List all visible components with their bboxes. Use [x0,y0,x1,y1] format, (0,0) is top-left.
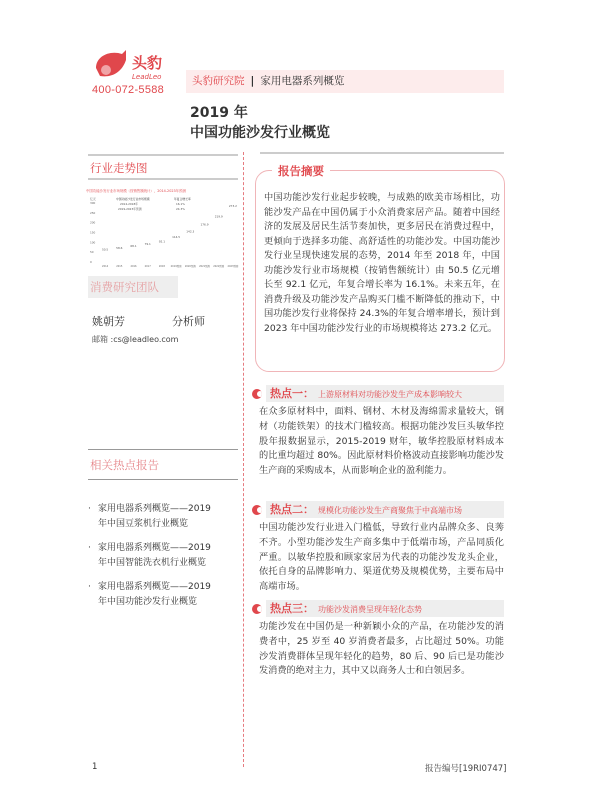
bar [129,249,138,262]
analyst-name: 姚朝芳 [92,315,125,328]
series-name: 家用电器系列概览 [260,75,345,87]
bar [158,244,167,262]
team-title: 消费研究团队 [88,276,178,298]
data-label: 92.1 [158,239,166,244]
summary-text: 中国功能沙发行业起步较晚，与成熟的欧美市场相比，功能沙发产品在中国仍属于小众消费家居产品。随着中国经济的发展及居民生活节奏加快，更多居民在消费过程中，更倾向于选择多功能、高舒适性的功能沙发。中国功能沙发行业呈现快速发展的态势，2014 年至 2018 年，中国功能沙发行业市场规模（按销售额统计）由 50.5 亿元增长至 92.1 亿元，年复合增长率为 16.1%。未来五年，在消费升级及功能沙发产品购买门槛不断降低的推动下，中国功能沙发行业将保持 24.3%的年复合增率增长，预计到 2023 年中国功能沙发行业的市场规模将达 273.2 亿元。 [264,192,500,334]
data-label: 58.6 [116,245,123,250]
related-line2: 年中国豆浆机行业概览 [98,519,189,529]
related-line2: 年中国智能洗衣机行业概览 [98,558,207,568]
legend-cagr-label: 年复合增长率 [174,197,191,201]
y-tick-label: 200 [90,220,96,225]
bar [214,219,223,262]
data-label: 114.5 [172,234,181,239]
divider [88,178,238,180]
bar [172,239,181,262]
bar [200,227,209,262]
data-label: 50.5 [101,247,109,252]
chart-title: 中国功能沙发行业市场规模（按销售额统计），2014-2023年预测 [86,189,186,193]
bar [186,234,195,262]
hotpoint-header [266,385,504,402]
hotpoint-text: 功能沙发在中国仍是一种新颖小众的产品，在功能沙发的消费者中，25 岁至 40 岁消费者最多，占比超过 50%。功能沙发消费群体呈现年轻化的趋势，80 后、90 后已是功能沙发消费的绝对主力，其中又以商务人士和白领居多。 [259,621,504,677]
data-label: 219.9 [214,214,223,219]
leadleo-logo [92,46,172,86]
data-label: 273.2 [228,203,237,208]
x-tick-label: 2017 [144,265,151,268]
related-line2: 年中国功能沙发行业概览 [98,597,198,607]
brand-en-text: LeadLeo [132,73,162,81]
data-label: 176.9 [200,222,209,227]
hotpoint-bullet-icon [252,505,262,515]
trend-title: 行业走势图 [90,161,148,175]
x-tick-label: 2018 [158,265,165,268]
related-line1: · 家用电器系列概览——2019 [98,543,211,553]
related-report-link[interactable] [88,502,238,532]
x-tick-label: 2022预测 [213,265,225,268]
legend-title: 中国功能沙发行业市场规模 [116,197,150,201]
y-tick-label: 0 [90,260,92,264]
related-title: 相关热点报告 [90,458,159,472]
hotpoint-header [266,501,504,518]
bar [101,252,110,262]
analyst-email[interactable]: 邮箱 :cs@leadleo.com [92,335,179,344]
bar [143,246,152,262]
hotpoint-label: 热点三： [270,602,314,615]
analyst-role: 分析师 [172,315,205,328]
hotpoint-header [266,600,504,617]
related-line1: · 家用电器系列概览——2019 [98,504,211,514]
x-tick-label: 2020预测 [184,265,196,268]
divider [88,479,238,480]
legend-rate1: 16.1% [176,202,185,206]
x-tick-label: 2015 [116,265,123,268]
hotpoint-bullet-icon [252,389,262,399]
x-tick-label: 2016 [130,265,137,268]
x-tick-label: 2021预测 [199,265,210,268]
hotpoint-headline: 功能沙发消费呈现年轻化态势 [318,605,422,614]
y-axis-label: 亿元 [90,197,97,201]
divider [88,449,238,450]
header-bar [186,70,504,93]
related-line1: · 家用电器系列概览——2019 [98,582,211,592]
page-number: 1 [92,762,98,772]
report-number: 报告编号[19RI0747] [425,764,507,774]
legend-period1: 2014-2018年 [120,202,139,206]
related-report-link[interactable] [88,541,238,571]
hotpoint-label: 热点二： [270,503,314,516]
y-tick-label: 50 [90,250,94,255]
report-year: 2019 年 [190,105,248,121]
y-tick-label: 150 [90,230,96,235]
divider [88,154,238,156]
data-label: 79.1 [144,241,151,246]
separator: | [250,75,255,87]
phone-number: 400-072-5588 [92,84,165,96]
hotpoint-text: 中国功能沙发行业进入门槛低，导致行业内品牌众多、良莠不齐。小型功能沙发生产商多集中于低端市场，产品同质化严重。以敏华控股和顾家家居为代表的功能沙发龙头企业，依托自身的品牌影响力、渠道优势及规模优势，主要布局中高端市场。 [259,522,504,593]
analyst-info [92,313,232,329]
legend-rate2: 24.3% [176,207,185,211]
x-tick-label: 2023预测 [227,265,239,268]
hotpoint-label: 热点一： [270,387,314,400]
x-tick-label: 2014 [102,265,109,268]
bar [115,250,124,262]
data-label: 68.1 [130,244,137,249]
y-tick-label: 300 [90,201,96,205]
y-tick-label: 100 [90,240,96,245]
brand-text: 头豹 [132,54,163,72]
bar [229,208,238,262]
y-tick-label: 250 [90,210,96,215]
market-size-chart [86,186,242,270]
data-label: 142.3 [186,229,195,234]
summary-title: 报告摘要 [272,163,330,179]
page-title: 中国功能沙发行业概览 [190,125,330,141]
institute-name: 头豹研究院 [192,75,245,87]
column-divider [243,152,244,767]
related-report-link[interactable] [88,580,238,610]
hotpoint-headline: 规模化功能沙发生产商聚焦于中高端市场 [318,506,462,515]
x-tick-label: 2019预测 [170,265,182,268]
hotpoint-bullet-icon [252,604,262,614]
hotpoint-headline: 上游原材料对功能沙发生产成本影响较大 [318,390,462,399]
divider [260,152,504,154]
legend-period2: 2019-2023年预测 [118,207,142,211]
hotpoint-text: 在众多原材料中，面料、钢材、木材及海绵需求量较大，钢材（功能铁架）的技术门槛较高。根据功能沙发巨头敏华控股年报数据显示，2015-2019 财年，敏华控股原材料成本的比重均超过 80%。因此原材料价格波动直接影响功能沙发生产商的采购成本，从而影响企业的盈利能力。 [259,406,504,477]
